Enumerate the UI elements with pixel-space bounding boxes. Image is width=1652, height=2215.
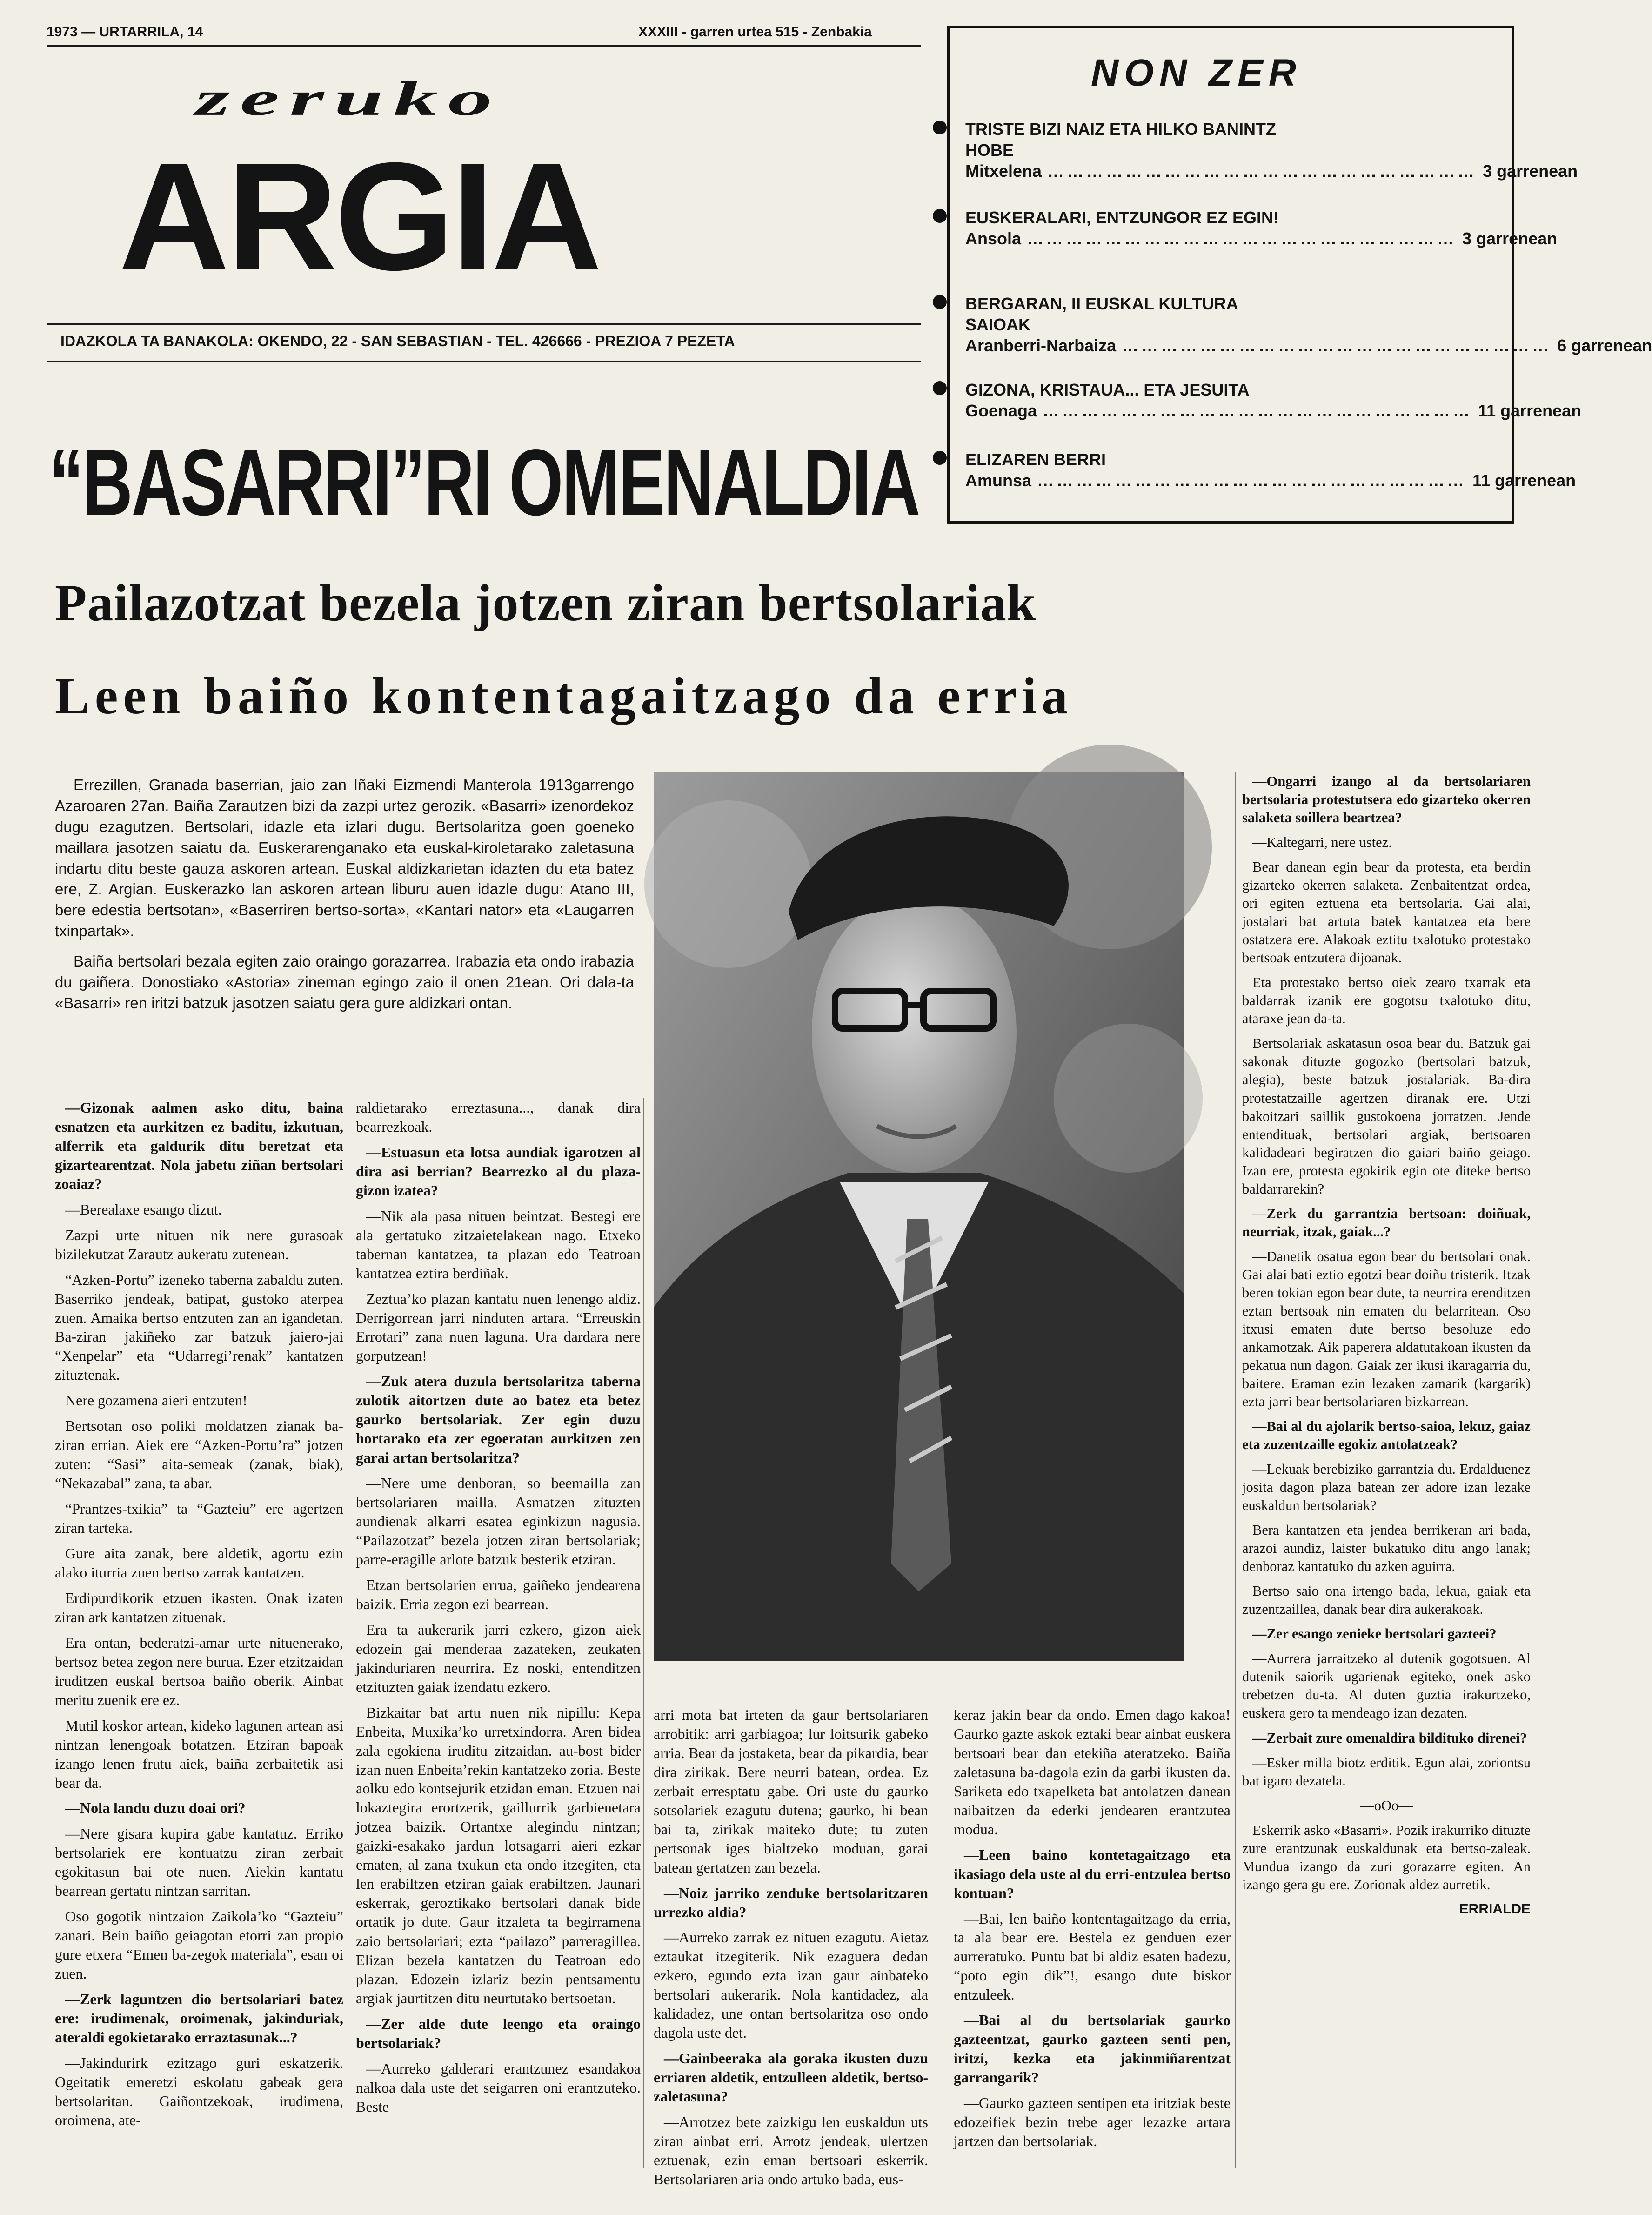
interview-paragraph: “Prantzes-txikia” ta “Gazteiu” ere agertzen ziran tarteka. — [55, 1500, 343, 1537]
interview-paragraph: —Esker milla biotz erditik. Egun alai, zoriontsu bat igaro dezatela. — [1242, 1754, 1531, 1789]
interview-paragraph: —Ongarri izango al da bertsolariaren bertsolaria protestutsera edo gizarteko okerren salaketa soillera beartzea? — [1242, 773, 1531, 826]
toc-item[interactable] — [965, 449, 1576, 491]
toc-item-page: 6 garrenean — [1557, 336, 1652, 355]
interview-paragraph: —Estuasun eta lotsa aundiak igarotzen al dira asi berrian? Bearrezko al du plaza-gizon izatea? — [356, 1143, 641, 1199]
interview-paragraph: Zazpi urte nituen nik nere gurasoak bizilekutzat Zarautz aukeratu zutenean. — [55, 1226, 343, 1262]
headline-secondary: Leen baiño kontentagaitzago da erria — [55, 667, 1073, 725]
toc-item-author: Ansola — [965, 229, 1022, 248]
interview-paragraph: Oso gogotik nintzaion Zaikola’ko “Gazteiu” zanari. Bein baiño geiagotan etorri zan propio gure etxera “Emen ba-zegok materiala”, esan oi zuen. — [55, 1908, 343, 1982]
toc-heading: NON ZER — [1091, 52, 1302, 94]
masthead-title: ARGIA — [119, 130, 600, 302]
interview-paragraph: Mutil koskor artean, kideko lagunen artean asi nintzan lenengoak botatzen. Etziran bapoak izango lenen frutu aiek, baiña zerbaitetik asi bear da. — [55, 1717, 343, 1791]
interview-paragraph: —Aurreko galderari erantzunez esandakoa nalkoa dala uste det seigarren oni erantzuteko. Beste — [356, 2060, 641, 2115]
portrait-photo — [654, 772, 1184, 1661]
intro-paragraph: Errezillen, Granada baserrian, jaio zan Iñaki Eizmendi Manterola 1913garrengo Azaroaren 27an. Baiña Zarautzen bizi da zazpi urtez gerozik. «Basarri» izenordekoz dugu ezagutzen. Bertsolari, idazle eta izlari dugu. Bertsolaritza goen goeneko maillara jasotzen saiatu da. Euskerarenganako eta euskal-kiroletarako zaletasuna indartu ditu beste gauza askoren artean. Euskal aldizkarietan idazten du eta batez ere, Z. Argian. Euskerazko lan askoren artean liburu auen idazle dugu: Atano III, bere edestia bertsotan», «Baserriren bertso-sorta», «Kantari nator» eta «Laugarren txinpartak». — [55, 776, 634, 940]
interview-paragraph: Etzan bertsolarien errua, gaiñeko jendearena baizik. Erria zegon ezi bearrean. — [356, 1576, 641, 1612]
closing-paragraph: Eskerrik asko «Basarri». Pozik irakurriko dituzte zure erantzunak euskaldunak eta bertso-zaleak. Mundua izango da zuri gorazarre egiten. An izango gera gu ere. Zorionak aldez aurretik. — [1242, 1822, 1531, 1893]
leader-dots: ………………………………………………………… — [1047, 161, 1478, 181]
masthead-address-rule-bottom — [47, 361, 921, 362]
portrait-image — [654, 772, 1184, 1661]
interview-paragraph: —Zuk atera duzula bertsolaritza taberna zulotik aitortzen dute ao batez eta betez gaurko bertsolariak. Zer egin duzu hortarako eta zer egoeratan aurkitzen zen garai artan bertsolaritza? — [356, 1373, 641, 1466]
interview-paragraph: —Gizonak aalmen asko ditu, baina esnatzen eta aurkitzen ez baditu, izkutuan, alferrik eta galdurik ditu beretzat eta gizartearentzat. Nola jabetu ziñan bertsolari zoaiaz? — [55, 1099, 343, 1192]
interview-paragraph: keraz jakin bear da ondo. Emen dago kakoa! Gaurko gazte askok eztaki bear ainbat euskera bertsoari bear dan etekiña ateratzeko. Baiña zaletasuna ba-dagola ezin da garbi ikusten da. Sariketa edo txapelketa bat antolatzen danean naibaitzen da ederki jendearen erantzutea modua. — [954, 1706, 1231, 1838]
masthead-top-rule — [47, 45, 921, 47]
masthead-script-title: zeruko — [195, 72, 502, 126]
interview-paragraph: raldietarako erreztasuna..., danak dira bearrezkoak. — [356, 1099, 641, 1135]
interview-paragraph: —Gainbeeraka ala goraka ikusten duzu erriaren aldetik, entzulleen aldetik, bertso-zaletasuna? — [654, 2050, 928, 2105]
interview-paragraph: Era ontan, bederatzi-amar urte nituenerako, bertsoz betea zegon nere burua. Ezer etzitzaidan iruditzen euskal bertsoa baiño oberik. Ainbat meritu zuenik ere ez. — [55, 1634, 343, 1708]
article-kicker: “BASARRI”RI OMENALDIA — [49, 429, 919, 535]
headline-primary: Pailazotzat bezela jotzen ziran bertsolariak — [55, 574, 1037, 632]
bullet-icon — [933, 451, 947, 465]
interview-paragraph: —Zer alde dute leengo eta oraingo bertsolariak? — [356, 2015, 641, 2051]
interview-paragraph: arri mota bat irteten da gaur bertsolariaren arrobitik: arri garbiagoa; lur loitsurik gabeko arria. Bear da jostaketa, bear da pikardia, bear dira zirikak. Bere neurri batean, ordea. Ez zerbait erresptatu gabe. Ori uste du gaurko sotsolariek ezagutu dutena; gaurko, hi bean bai ta, zirikak maiteko dute; tu zuten pertsonak iges bialtzeko moduan, garai batean gertatzen zan bezela. — [654, 1706, 928, 1876]
interview-column-4 — [954, 1705, 1231, 2157]
interview-paragraph: —Bai, len baiño kontentagaitzago da erria, ta ala bear ere. Bestela ez genduen ezer aurreratuko. Puntu bat bi aldiz esaten badezu, “poto egin dik”!, esango dute biskor entzuleek. — [954, 1910, 1231, 2003]
interview-paragraph: —Nola landu duzu doai ori? — [65, 1799, 246, 1817]
bullet-icon — [933, 381, 947, 395]
interview-paragraph: —Nere gisara kupira gabe kantatuz. Erriko bertsolariek ere kontuatzu ziran zerbait egokitasun bai ote nuen. Aiekin kantatu bearrean gertatu nintzan sarritan. — [55, 1825, 343, 1900]
toc-item[interactable] — [965, 207, 1558, 249]
toc-item-page: 11 garrenean — [1478, 401, 1582, 420]
interview-paragraph: “Azken-Portu” izeneko taberna zabaldu zuten. Baserriko jendeak, batipat, gustoko aterpea zuen. Amaika bertso entzuten zan an igandetan. Ba-ziran jakiñeko zar batzuk jaiero-jai “Xenpelar” eta “Udarregi’renak” kantatzen zituztenak. — [55, 1271, 343, 1383]
interview-paragraph: —Leen baino kontetagaitzago eta ikasiago dela uste al du erri-entzulea bertso kontuan? — [954, 1846, 1231, 1901]
interview-column-5 — [1242, 772, 1531, 1918]
masthead-address-rule-top — [47, 323, 921, 325]
toc-item[interactable] — [965, 379, 1582, 421]
interview-paragraph: Bera kantatzen eta jendea berrikeran ari bada, arazoi aundiz, laister bukatuko ditu ango lanak; denboraz kantatuko du azken aguirra. — [1242, 1522, 1531, 1575]
interview-paragraph: —Zerk du garrantzia bertsoan: doiñuak, neurriak, itzak, gaiak...? — [1242, 1205, 1531, 1240]
author-signature: ERRIALDE — [1459, 1901, 1531, 1917]
interview-paragraph: Era ta aukerarik jarri ezkero, gizon aiek edozein gai menderaa zazateken, zeukaten jakinduriaren neurrira. Ez noski, entenditzen etzituzten gaiak izendatu ezkero. — [356, 1621, 641, 1695]
interview-paragraph: —Kaltegarri, nere ustez. — [1252, 834, 1392, 851]
interview-paragraph: —Bai al du ajolarik bertso-saioa, lekuz, gaiaz eta zuzentzaille egokiz antolatzeak? — [1242, 1418, 1531, 1453]
interview-paragraph: —Danetik osatua egon bear du bertsolari onak. Gai alai bati eztio egotzi bear doiñu tristerik. Itzak beren tokian egon bear dute, ta neurrira erenditzen eztan bertsoak nin ematen du belarritean. Oso itxusi ematen dute bertso besoluze edo ankamotzak. Aik paperera aldatutakoan ikusten da pekatua nun dagon. Gaiak zer ikusi ikaragarria du, baitere. Eraman ezin lezaken zamarik (kargarik) ezta jarri bear bertsolariaren bizkarrean. — [1242, 1248, 1531, 1410]
interview-paragraph: Bertsotan oso poliki moldatzen zianak ba-ziran errian. Aiek ere “Azken-Portu’ra” jotzen zuten: “Sasi” aita-semeak (zanak, biak), “Nekazabal” zana, ta abar. — [55, 1417, 343, 1492]
leader-dots: ………………………………………………………… — [1122, 336, 1552, 355]
interview-paragraph: —Aurrera jarraitzeko al dutenik gogotsuen. Al dutenik saiorik ugarienak egiteko, onek asko trebetzen du-ta. Al duten guztia irakurtzeko, euskera gero ta mendeago izan dezaten. — [1242, 1651, 1531, 1721]
toc-item-title: GIZONA, KRISTAUA... ETA JESUITA — [965, 380, 1250, 399]
interview-paragraph: Zeztua’ko plazan kantatu nuen lenengo aldiz. Derrigorrean jarri ninduten artara. “Erreuskin Errotari” zana nuen laguna. Ura dardara nere gorputzean! — [356, 1290, 641, 1364]
interview-paragraph: —Lekuak berebiziko garrantzia du. Erdalduenez josita dagon plaza batean zer adore izan lezake euskaldun bertsolariak? — [1242, 1461, 1531, 1514]
interview-paragraph: —Noiz jarriko zenduke bertsolaritzaren urrezko aldia? — [654, 1884, 928, 1920]
leader-dots: ………………………………………………………… — [1043, 401, 1473, 420]
column-divider — [1235, 772, 1236, 2168]
toc-item-author: Amunsa — [965, 471, 1032, 490]
interview-paragraph: —Aurreko zarrak ez nituen ezagutu. Aietaz eztaukat itzegiterik. Nik ezaguera dedan ezkero, egundo ezta izan gaur ainbateko bertsolari aukerarik. Nola kantidadez, ala kalidadez, une ontan bertsolaritza oso ondo dagola uste det. — [654, 1929, 928, 2041]
interview-paragraph: —Nik ala pasa nituen beintzat. Bestegi ere ala gertatuko zitzaietelakean nago. Etxeko tabernan kantatzea, ta plazan edo Teatroan kantatzea eztira berdiñak. — [356, 1207, 641, 1282]
column-divider — [643, 1098, 644, 2168]
toc-item[interactable] — [965, 293, 1652, 356]
interview-column-1 — [55, 1098, 343, 2136]
toc-item-author: Mitxelena — [965, 161, 1042, 181]
interview-paragraph: —Zerbait zure omenaldira bildituko direnei? — [1252, 1730, 1527, 1746]
interview-paragraph: —Arrotzez bete zaizkigu len euskaldun uts ziran ainbat erri. Arrotz jendeak, ulertzen eztuenak, ezin eman bertsoari eskerrik. Bertsolariaren aria ondo artuko bada, eus- — [654, 2114, 928, 2188]
interview-paragraph: —Zer esango zenieke bertsolari gazteei? — [1252, 1626, 1497, 1642]
bullet-icon — [933, 295, 947, 309]
issue-date: 1973 — URTARRILA, 14 — [47, 24, 203, 40]
section-separator: —oOo— — [1360, 1797, 1413, 1813]
interview-paragraph: —Gaurko gazteen sentipen eta iritziak beste edozeifiek bezin trebe ager lezazke artara jartzen dan bertsolariak. — [954, 2094, 1231, 2150]
interview-paragraph: Gure aita zanak, bere aldetik, agortu ezin alako iturria zuen bertso zarrak kantatzen. — [55, 1545, 343, 1581]
interview-paragraph: Bertsolariak askatasun osoa bear du. Batzuk gai sakonak dituzte gogozko (bertsolari batzuk, alegia), beste batzuk jostalariak. Ba-dira protestatzaille agertzen diranak ere. Utzi bakoitzari saillik gustokoena jorratzen. Jende entendituak, bertsolari argiak, bertsoaren kalidadeari begiratzen dio gaiari baiño geiago. Izan ere, protesta egokirik egin ote diteke bertso baldarrarekin? — [1242, 1035, 1531, 1197]
toc-item-title: EUSKERALARI, ENTZUNGOR EZ EGIN! — [965, 208, 1279, 227]
interview-column-2 — [356, 1098, 641, 2123]
interview-paragraph: Bizkaitar bat artu nuen nik nipillu: Kepa Enbeita, Muxika’ko urretxindorra. Aren bidea zala egokiena iruditu zitzaidan. au-bost bider izan nuen Enbeita’rekin kantatzeko zoria. Beste aolku edo kontsejurik etzidan eman. Etzuen nai lokaztegira erortzerik, gaillurrik garbienetara jotzea baizik. Ortantxe alegindu nintzan; gaizki-esakako jardun lotsagarri aieri ezkar ematen, al zana txukun eta ondo itzegiten, eta len erabiltzen etziran gaiak erabiltzen. Jaunari eskerrak, geroztikako bertsolari danak bide ortatik jo dute. Gaur itzaleta ta begirramena zaio bertsolariari; ezta “pailazo” parreragillea. Elizan bezela kantatzen du Teatroan edo plazan. Edozein izlariz bezin pentsamentu argiak jaurtitzen ditu neurtutako bertsoetan. — [356, 1704, 641, 2007]
masthead-address: IDAZKOLA TA BANAKOLA: OKENDO, 22 - SAN SEBASTIAN - TEL. 426666 - PREZIOA 7 PEZETA — [60, 333, 735, 349]
interview-paragraph: —Jakindurirk ezitzago guri eskatzerik. Ogeitatik emeretzi eskolatu gabeak gera bertsolaritan. Gaiñontzekoak, irudimena, oroimena, ate- — [55, 2054, 343, 2128]
toc-item-author: Goenaga — [965, 401, 1037, 420]
interview-paragraph: —Nere ume denboran, so beemailla zan bertsolariaren mailla. Asmatzen zituzten aundienak alkarri esatea eginkizun nagusia. “Pailazotzat” bezela jotzen ziran bertsolariak; parre-eragille arlote batzuk besterik etziran. — [356, 1475, 641, 1568]
interview-paragraph: Erdipurdikorik etzuen ikasten. Onak izaten ziran ark kantatzen zituenak. — [55, 1589, 343, 1625]
interview-column-3 — [654, 1705, 928, 2195]
toc-item-page: 3 garrenean — [1462, 229, 1558, 248]
toc-item-title: ELIZAREN BERRI — [965, 450, 1106, 469]
interview-paragraph: —Zerk laguntzen dio bertsolariari batez ere: irudimenak, oroimenak, jakinduriak, ateraldi egokietarako erraztasunak...? — [55, 1991, 343, 2046]
toc-item-title: TRISTE BIZI NAIZ ETA HILKO BANINTZ HOBE — [965, 120, 1276, 160]
toc-item[interactable] — [965, 119, 1578, 181]
bullet-icon — [933, 209, 947, 223]
toc-item-page: 3 garrenean — [1483, 161, 1578, 181]
interview-paragraph: —Bai al du bertsolariak gaurko gazteentzat, gaurko gazteen senti pen, iritzi, kezka eta jakinmiñarentzat garrangarik? — [954, 2012, 1231, 2086]
toc-item-author: Aranberri-Narbaiza — [965, 336, 1117, 355]
interview-paragraph: Eta protestako bertso oiek zearo txarrak eta baldarrak izanik ere gogotsu txalotuko ditu, ataraxe jean da-ta. — [1242, 974, 1531, 1027]
interview-paragraph: Bertso saio ona irtengo bada, lekua, gaiak eta zuzentzaillea, danak bear dira aukerakoak. — [1242, 1583, 1531, 1618]
interview-paragraph: Nere gozamena aieri entzuten! — [65, 1392, 247, 1409]
article-intro — [55, 775, 634, 1023]
leader-dots: ………………………………………………………… — [1027, 229, 1457, 248]
intro-paragraph: Baiña bertsolari bezala egiten zaio oraingo gorazarrea. Irabazia eta ondo irabazia du gaiñera. Donostiako «Astoria» zineman egingo zaio il onen 21ean. Ori dala-ta «Basarri» ren iritzi batzuk jasotzen saiatu gera gure aldizkari ontan. — [55, 953, 634, 1012]
toc-item-page: 11 garrenean — [1472, 471, 1576, 490]
bullet-icon — [933, 121, 947, 134]
issue-number: XXXIII - garren urtea 515 - Zenbakia — [638, 24, 872, 40]
toc-item-title: BERGARAN, II EUSKAL KULTURA SAIOAK — [965, 294, 1238, 334]
interview-paragraph: —Berealaxe esango dizut. — [65, 1201, 222, 1218]
interview-paragraph: Bear danean egin bear da protesta, eta berdin gizarteko okerren salaketa. Zenbaitentzat ordea, ori egiten eztuena eta bertsolaria. Gai alai, jostalari bat artuta batek kantatzea eta bere ostatzera ere. Alakoak eztitu txalotuko protestako bertsoak entzutera dijoanak. — [1242, 859, 1531, 966]
leader-dots: ………………………………………………………… — [1037, 471, 1467, 490]
